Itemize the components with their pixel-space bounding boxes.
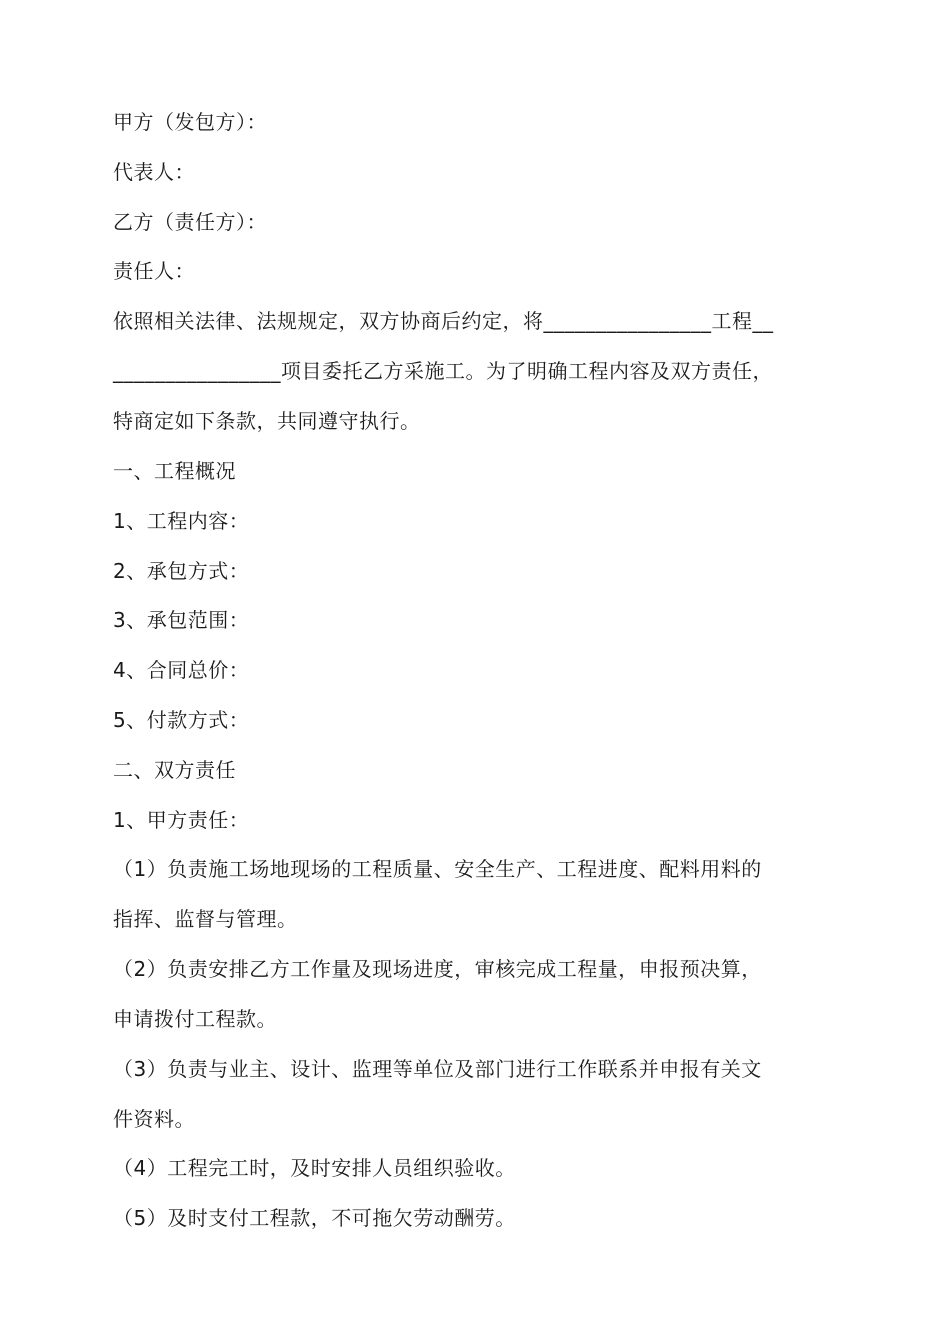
clause-5: （5）及时支付工程款，不可拖欠劳动酬劳。 [113,1206,516,1230]
party-b-label: 乙方（责任方）： [113,210,267,234]
representative-label: 代表人： [113,160,195,184]
item-contract-method: 2、承包方式： [113,559,250,583]
preamble-line-3: 特商定如下条款，共同遵守执行。 [113,409,421,433]
clause-4: （4）工程完工时，及时安排人员组织验收。 [113,1156,516,1180]
item-project-content: 1、工程内容： [113,509,250,533]
clause-2-line-1: （2）负责安排乙方工作量及现场进度，审核完成工程量，申报预决算， [113,957,762,981]
preamble-line-2: ________________项目委托乙方采施工。为了明确工程内容及双方责任， [113,359,773,383]
preamble-line-1: 依照相关法律、法规规定，双方协商后约定，将________________工程__ [113,309,774,333]
item-party-a-responsibility: 1、甲方责任： [113,808,250,832]
item-payment-method: 5、付款方式： [113,708,250,732]
party-a-label: 甲方（发包方）： [113,110,267,134]
clause-3-line-1: （3）负责与业主、设计、监理等单位及部门进行工作联系并申报有关文 [113,1057,762,1081]
clause-2-line-2: 申请拨付工程款。 [113,1007,277,1031]
item-total-price: 4、合同总价： [113,658,250,682]
section-heading-overview: 一、工程概况 [113,459,236,483]
clause-3-line-2: 件资料。 [113,1107,195,1131]
responsible-person-label: 责任人： [113,259,195,283]
clause-1-line-1: （1）负责施工场地现场的工程质量、安全生产、工程进度、配料用料的 [113,857,762,881]
clause-1-line-2: 指挥、监督与管理。 [113,907,298,931]
item-contract-scope: 3、承包范围： [113,608,250,632]
section-heading-responsibilities: 二、双方责任 [113,758,236,782]
